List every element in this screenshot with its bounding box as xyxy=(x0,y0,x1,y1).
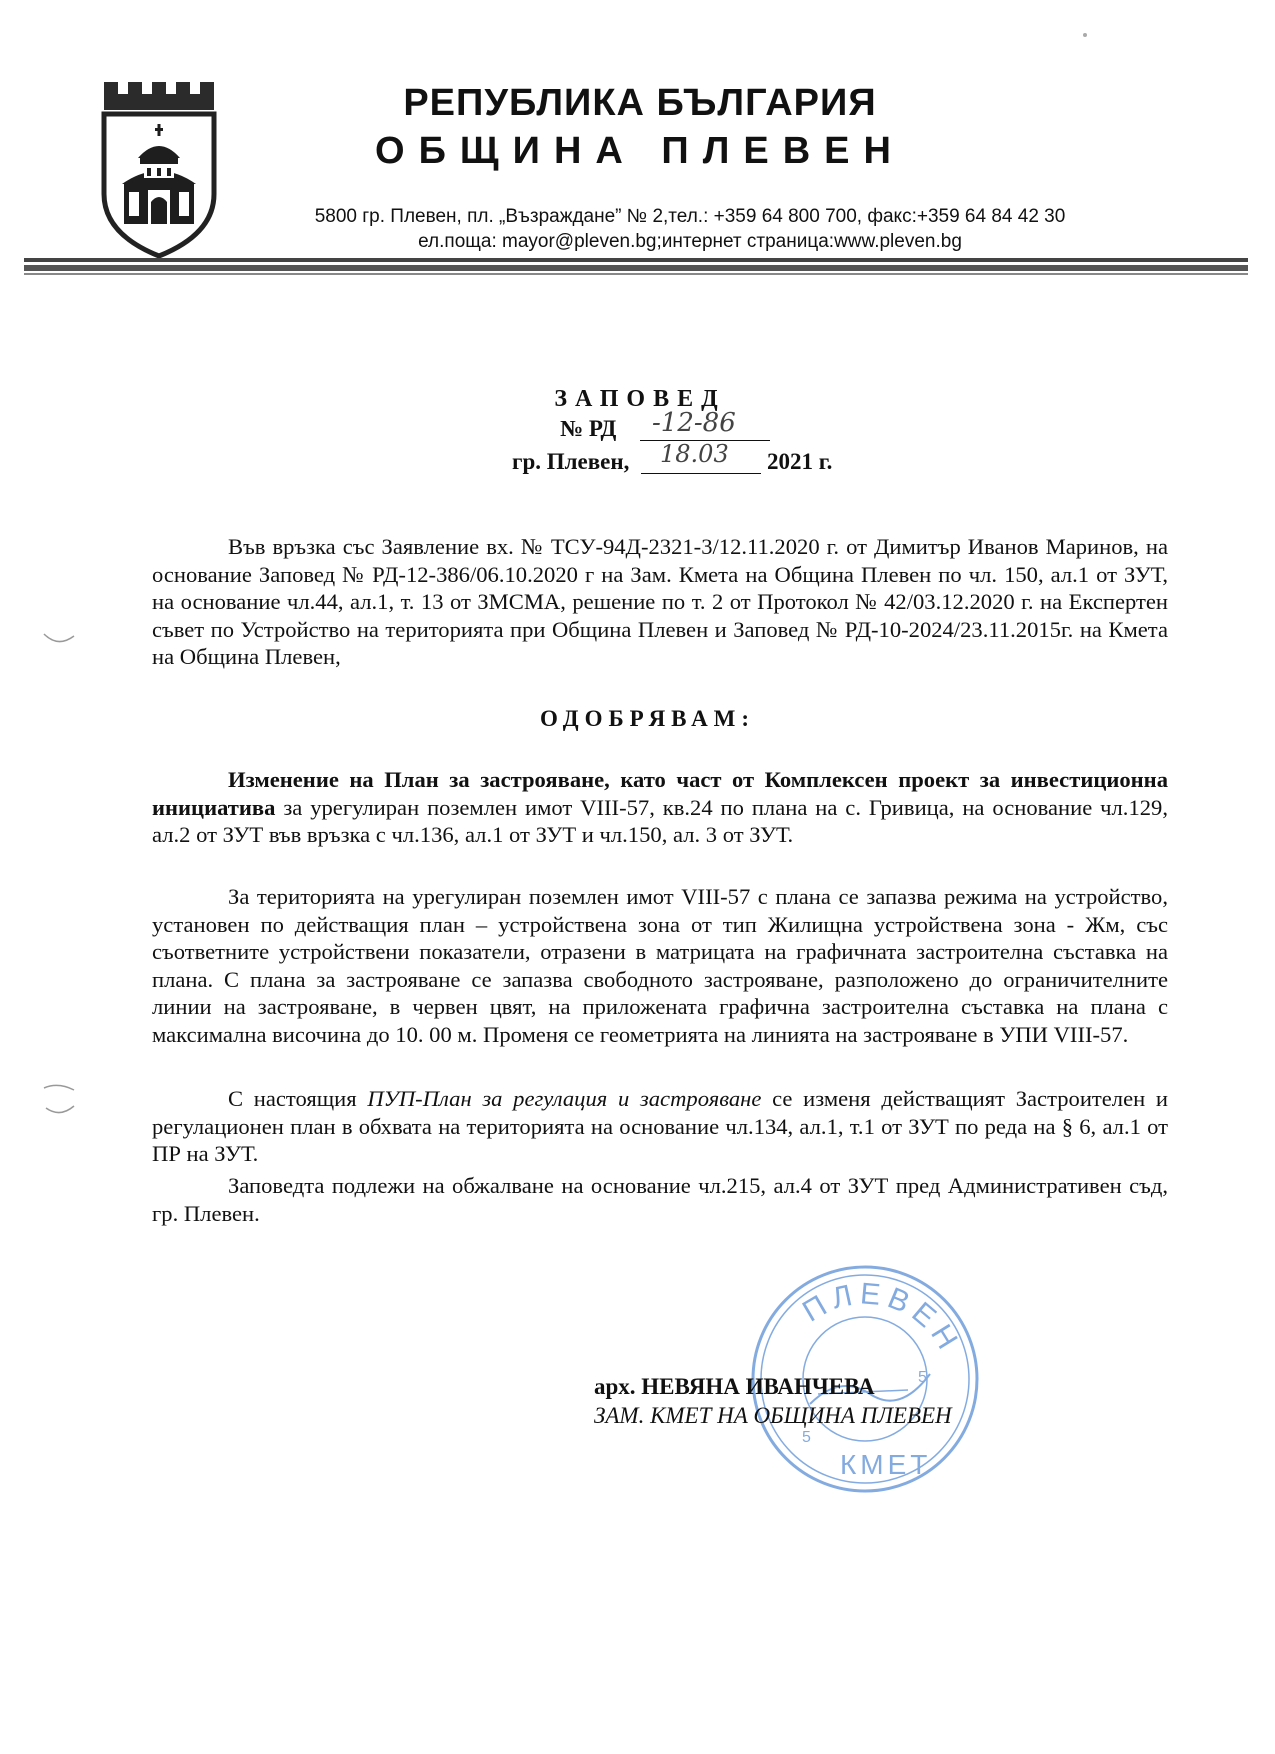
preamble-paragraph: Във връзка със Заявление вх. № ТСУ-94Д-2321-3/12.11.2020 г. от Димитър Иванов Маринов, на основание Заповед № РД-12-386/06.10.2020 г на Зам. Кмета на Община Плевен по чл. 150, ал.1 от ЗУТ, на основание чл.44, ал.1, т. 13 от ЗМСМА, решение по т. 2 от Протокол № 42/03.12.2020 г. на Експертен съвет по Устройство на територията при Община Плевен и Заповед № РД-10-2024/23.11.2015г. на Кмета на Община Плевен, xyxy=(152,534,1168,670)
municipality-title: ОБЩИНА ПЛЕВЕН xyxy=(375,130,905,172)
stamp-digit: 5 xyxy=(802,1429,811,1446)
scan-artifact xyxy=(40,1080,80,1120)
header-divider xyxy=(24,265,1248,271)
appeal-paragraph: Заповедта подлежи на обжалване на основание чл.215, ал.4 от ЗУТ пред Административен съд, гр. Плевен. xyxy=(152,1173,1168,1226)
scan-artifact xyxy=(40,630,80,650)
document-type: ЗАПОВЕД xyxy=(554,386,726,412)
approval-paragraph xyxy=(152,766,1168,849)
country-title: РЕПУБЛИКА БЪЛГАРИЯ xyxy=(403,82,877,124)
amendment-plan-name: ПУП-План за регулация и застрояване xyxy=(367,1086,762,1111)
stamp-bottom-text: КМЕТ xyxy=(840,1449,932,1480)
approval-details: за урегулиран поземлен имот VIII-57, кв.24 по плана на с. Гривица, на основание чл.129, ал.2 от ЗУТ във връзка с чл.136, ал.1 от ЗУТ и чл.150, ал. 3 от ЗУТ. xyxy=(152,794,1168,848)
order-year: 2021 г. xyxy=(767,449,833,474)
stamp-digit: 5 xyxy=(918,1369,927,1386)
header-divider xyxy=(24,258,1248,262)
approval-subject: Изменение на План за застрояване, като част от Комплексен проект за инвестиционна инициатива xyxy=(152,767,1168,820)
address-line: 5800 гр. Плевен, пл. „Възраждане” № 2,тел.: +359 64 800 700, факс:+359 64 84 42 30 xyxy=(314,206,1066,227)
order-number-label: № РД xyxy=(560,416,617,441)
signatory-name: арх. НЕВЯНА ИВАНЧЕВА xyxy=(594,1374,875,1399)
amendment-paragraph xyxy=(152,1085,1168,1168)
order-date-handwritten: 18.03 xyxy=(660,440,729,468)
territory-paragraph: За територията на урегулиран поземлен имот VIII-57 с плана се запазва режима на устройство, установен по действащия план – устройствена зона от тип Жилищна устройствена зона - Жм, със съответните устройствени показатели, отразени в матрицата на графичната застроителна съставка на плана. С плана за застрояване се запазва свободното застрояване, разположено до ограничителните линии на застрояване, в червен цвят, на приложената графична застроителна съставка на плана с максимална височина до 10. 00 м. Променя се геометрията на линията на застрояване в УПИ VIII-57. xyxy=(152,884,1168,1047)
header-divider xyxy=(24,273,1248,275)
amendment-rest: се изменя действащият Застроителен и регулационен план в обхвата на територията на основание чл.134, ал.1, т.1 от ЗУТ по реда на § 6, ал.1 от ПР на ЗУТ. xyxy=(152,1086,1168,1167)
amendment-start: С настоящия xyxy=(228,1086,368,1111)
signatory-title: ЗАМ. КМЕТ НА ОБЩИНА ПЛЕВЕН xyxy=(594,1403,952,1428)
svg-text:ПЛЕВЕН: ПЛЕВЕН xyxy=(797,1277,967,1360)
contacts-line: ел.поща: mayor@pleven.bg;интернет страница:www.pleven.bg xyxy=(418,231,962,252)
date-underline xyxy=(641,473,761,474)
scan-artifact xyxy=(1080,30,1090,40)
pleven-coat-of-arms-icon xyxy=(98,74,220,258)
approval-heading: ОДОБРЯВАМ: xyxy=(540,706,756,731)
order-number-handwritten: -12-86 xyxy=(652,408,736,438)
order-city: гр. Плевен, xyxy=(512,449,630,474)
